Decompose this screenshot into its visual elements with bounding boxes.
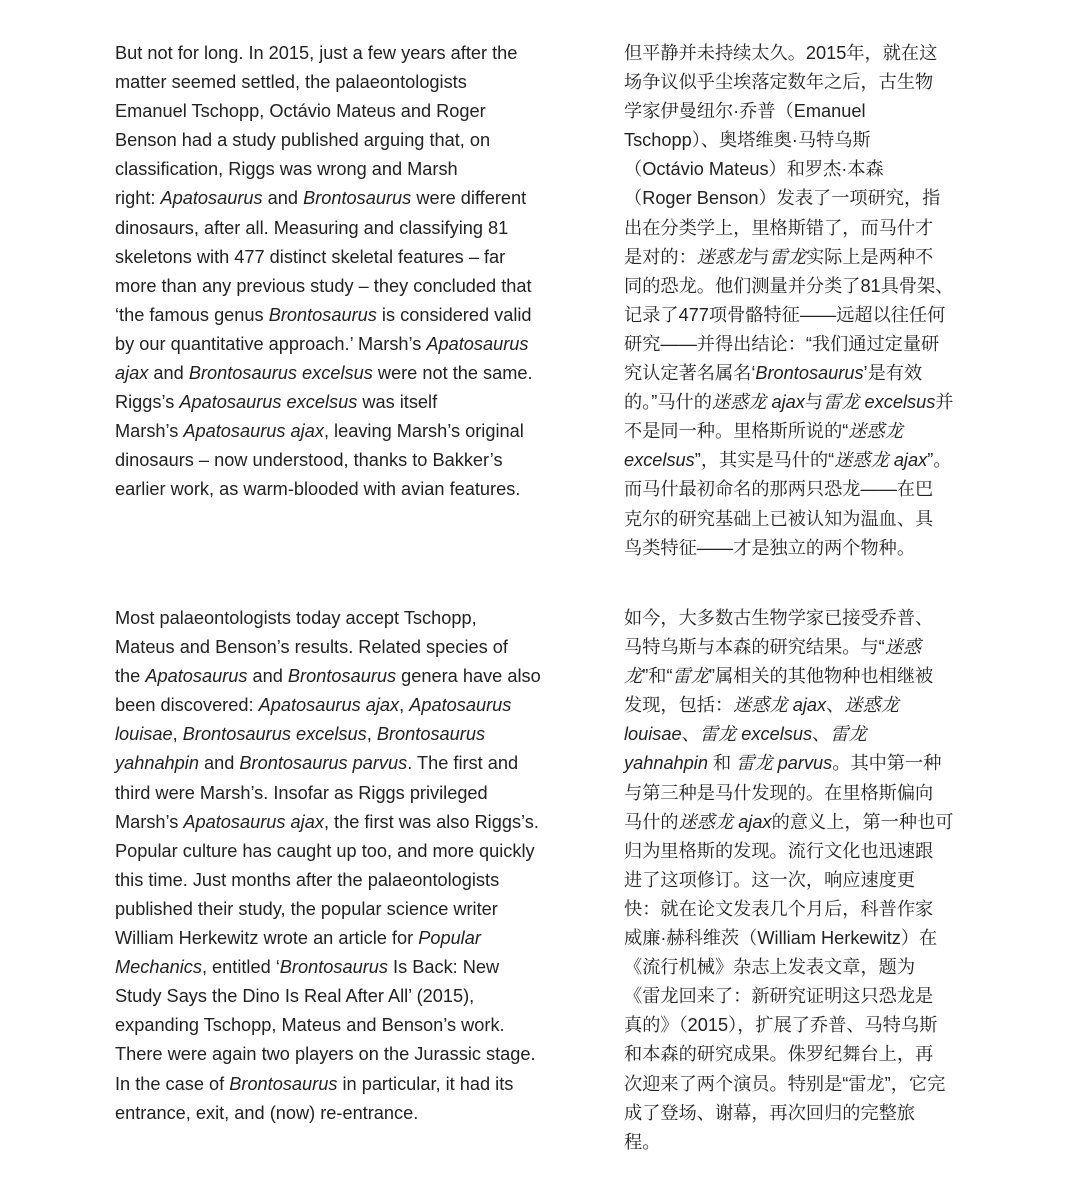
text-run: 是对的：: [624, 246, 697, 267]
italic-text: Brontosaurus excelsus: [182, 724, 367, 745]
text-run: Emanuel Tschopp, Octávio Mateus and Roger: [115, 101, 486, 122]
text-line: [624, 68, 954, 97]
text-line: [624, 1099, 953, 1128]
text-run: 与: [751, 246, 770, 267]
text-line: [115, 633, 541, 662]
text-run: matter seemed settled, the palaeontologists: [115, 72, 467, 93]
italic-text: 迷惑龙 ajax: [678, 811, 772, 832]
text-line: [115, 662, 541, 691]
text-line: [624, 924, 953, 953]
text-line: [115, 808, 541, 837]
text-line: [624, 691, 953, 720]
text-run: 马特乌斯与本森的研究结果。与“: [624, 637, 885, 658]
text-run: ’是有效: [863, 363, 923, 384]
text-run: 《雷龙回来了：新研究证明这只恐龙是: [624, 986, 934, 1007]
italic-text: Brontosaurus: [303, 188, 412, 209]
text-line: [115, 301, 533, 330]
text-line: [624, 272, 954, 301]
italic-text: Apatosaurus: [426, 333, 529, 354]
italic-text: Brontosaurus: [268, 304, 377, 325]
text-line: [115, 924, 541, 953]
text-line: [115, 243, 533, 272]
text-line: [624, 662, 953, 691]
text-line: [115, 749, 541, 778]
text-line: [115, 691, 541, 720]
text-run: and: [148, 363, 189, 384]
text-run: ‘the famous genus: [115, 304, 269, 325]
text-line: [624, 604, 953, 633]
text-line: [115, 126, 533, 155]
text-run: 进了这项修订。这一次，响应速度更: [624, 869, 916, 890]
text-run: 《流行机械》杂志上发表文章，题为: [624, 957, 916, 978]
text-run: There were again two players on the Jurassic stage.: [115, 1044, 536, 1065]
text-run: 与第三种是马什发现的。在里格斯偏向: [624, 782, 934, 803]
text-run: 学家伊曼纽尔·乔普（Emanuel: [624, 101, 866, 122]
text-line: [624, 953, 953, 982]
text-run: third were Marsh’s. Insofar as Riggs privileged: [115, 782, 488, 803]
text-run: Most palaeontologists today accept Tschopp,: [115, 608, 477, 628]
text-line: [624, 39, 954, 68]
italic-text: Apatosaurus: [160, 188, 263, 209]
text-run: （Octávio Mateus）和罗杰·本森: [624, 159, 884, 180]
text-line: [115, 895, 541, 924]
text-run: ,: [366, 724, 377, 745]
text-run: genera have also: [396, 666, 541, 687]
text-run: 场争议似乎尘埃落定数年之后，古生物: [624, 72, 934, 93]
text-run: more than any previous study – they concluded that: [115, 275, 532, 296]
text-run: 马什的: [624, 811, 679, 832]
text-line: [624, 359, 954, 388]
italic-text: louisae: [115, 724, 173, 745]
text-run: Riggs’s: [115, 392, 180, 413]
text-run: 鸟类特征——才是独立的两个物种。: [624, 537, 916, 558]
text-line: [115, 1099, 541, 1128]
text-line: [115, 475, 533, 504]
text-line: [115, 982, 541, 1011]
text-run: ”和“: [642, 666, 673, 687]
text-run: Popular culture has caught up too, and more quickly: [115, 840, 535, 861]
text-run: 的。”马什的: [624, 392, 712, 413]
text-run: 威廉·赫科维茨（William Herkewitz）在: [624, 928, 938, 949]
text-run: 、: [812, 724, 831, 745]
text-line: [624, 779, 953, 808]
italic-text: Apatosaurus ajax: [183, 421, 324, 442]
text-run: , leaving Marsh’s original: [323, 421, 524, 442]
italic-text: Brontosaurus: [376, 724, 486, 745]
text-line: [115, 779, 541, 808]
text-run: 不是同一种。里格斯所说的“: [624, 421, 849, 442]
text-run: were different: [411, 188, 527, 209]
italic-text: Apatosaurus ajax: [258, 695, 400, 716]
text-line: [115, 866, 541, 895]
text-line: [624, 866, 953, 895]
text-line: [115, 214, 533, 243]
italic-text: Apatosaurus: [409, 695, 512, 716]
text-line: [624, 1040, 953, 1069]
text-run: 记录了477项骨骼特征——远超以往任何: [624, 304, 946, 325]
text-run: In the case of: [115, 1073, 230, 1094]
chinese-paragraph-1: [624, 39, 954, 563]
italic-text: 雷龙 excelsus: [823, 392, 936, 413]
text-line: [624, 97, 954, 126]
text-line: [624, 155, 954, 184]
text-line: [624, 1128, 953, 1157]
text-run: ,: [172, 724, 183, 745]
text-line: [624, 301, 954, 330]
text-run: Marsh’s: [115, 421, 184, 442]
text-run: 成了登场、谢幕，再次回归的完整旅: [624, 1102, 916, 1123]
text-line: [115, 97, 533, 126]
text-run: Is Back: New: [387, 957, 500, 978]
text-line: [624, 505, 954, 534]
text-line: [624, 633, 953, 662]
italic-text: Apatosaurus: [145, 666, 248, 687]
italic-text: 雷龙: [672, 666, 709, 687]
italic-text: yahnahpin: [624, 753, 708, 774]
text-line: [115, 68, 533, 97]
text-line: [624, 837, 953, 866]
text-line: [115, 388, 533, 417]
text-run: 发现，包括：: [624, 695, 734, 716]
text-run: 的意义上，第一种也可: [771, 811, 954, 832]
italic-text: ajax: [115, 363, 149, 384]
text-run: by our quantitative approach.’ Marsh’s: [115, 333, 427, 354]
text-line: [115, 359, 533, 388]
italic-text: 雷龙 excelsus: [699, 724, 813, 745]
text-run: entrance, exit, and (now) re-entrance.: [115, 1102, 419, 1123]
italic-text: Apatosaurus ajax: [183, 811, 324, 832]
text-run: ”属相关的其他物种也相继被: [708, 666, 934, 687]
text-run: ”。: [927, 450, 952, 471]
italic-text: 迷惑: [884, 637, 922, 658]
text-run: 实际上是两种不: [805, 246, 934, 267]
text-line: [624, 1011, 953, 1040]
italic-text: 迷惑龙: [844, 695, 899, 716]
text-run: earlier work, as warm-blooded with avian features.: [115, 479, 521, 500]
text-run: 同的恐龙。他们测量并分类了81具骨架、: [624, 275, 954, 296]
italic-text: 迷惑龙: [848, 421, 903, 442]
text-run: 但平静并未持续太久。2015年，就在这: [624, 43, 938, 63]
text-line: [624, 808, 953, 837]
text-line: [624, 126, 954, 155]
text-run: William Herkewitz wrote an article for: [115, 928, 419, 949]
text-line: [624, 749, 953, 778]
text-run: 。其中第一种: [832, 753, 942, 774]
text-line: [115, 1011, 541, 1040]
text-run: 、: [681, 724, 700, 745]
italic-text: 雷龙: [769, 246, 806, 267]
text-run: the: [115, 666, 146, 687]
text-line: [624, 243, 954, 272]
italic-text: Popular: [418, 928, 481, 949]
text-line: [115, 720, 541, 749]
text-line: [624, 895, 953, 924]
text-run: 和: [707, 753, 737, 774]
italic-text: yahnahpin: [115, 753, 199, 774]
text-run: , entitled ‘: [201, 957, 280, 978]
text-line: [115, 39, 533, 68]
italic-text: 龙: [624, 666, 643, 687]
text-run: 出在分类学上，里格斯错了，而马什才: [624, 217, 934, 238]
text-run: , the first was also Riggs’s.: [323, 811, 539, 832]
text-line: [624, 982, 953, 1011]
italic-text: Brontosaurus: [755, 363, 864, 384]
text-run: 并: [935, 392, 954, 413]
text-line: [624, 214, 954, 243]
italic-text: Apatosaurus excelsus: [179, 392, 358, 413]
text-run: this time. Just months after the palaeontologists: [115, 869, 500, 890]
text-run: dinosaurs, after all. Measuring and classifying 81: [115, 217, 509, 238]
italic-text: 迷惑龙 ajax: [834, 450, 928, 471]
text-line: [624, 184, 954, 213]
english-paragraph-1: [115, 39, 533, 505]
text-line: [624, 720, 953, 749]
text-run: Mateus and Benson’s results. Related species of: [115, 637, 508, 658]
text-run: published their study, the popular science writer: [115, 898, 498, 919]
text-run: were not the same.: [372, 363, 533, 384]
text-line: [624, 446, 954, 475]
text-run: 程。: [624, 1131, 661, 1152]
italic-text: excelsus: [624, 450, 695, 471]
text-run: Marsh’s: [115, 811, 184, 832]
text-run: Study Says the Dino Is Real After All’ (2015),: [115, 986, 475, 1007]
text-run: and: [198, 753, 240, 774]
italic-text: 迷惑龙 ajax: [711, 392, 805, 413]
text-run: 而马什最初命名的那两只恐龙——在巴: [624, 479, 934, 500]
text-run: in particular, it had its: [337, 1073, 514, 1094]
text-run: dinosaurs – now understood, thanks to Bakker’s: [115, 450, 503, 471]
text-line: [115, 272, 533, 301]
text-run: 究认定著名属名‘: [624, 363, 756, 384]
text-run: skeletons with 477 distinct skeletal features – far: [115, 246, 506, 267]
italic-text: 迷惑龙 ajax: [733, 695, 827, 716]
text-run: 、: [826, 695, 845, 716]
text-run: ”，其实是马什的“: [694, 450, 835, 471]
chinese-paragraph-2: [624, 604, 953, 1157]
text-run: Benson had a study published arguing that, on: [115, 130, 491, 151]
text-run: （Roger Benson）发表了一项研究，指: [624, 188, 941, 209]
text-run: and: [262, 188, 304, 209]
text-run: 研究——并得出结论：“我们通过定量研: [624, 333, 940, 354]
text-line: [624, 330, 954, 359]
text-line: [115, 155, 533, 184]
text-line: [115, 1040, 541, 1069]
text-run: ,: [399, 695, 410, 716]
text-run: 克尔的研究基础上已被认知为温血、具: [624, 508, 934, 529]
italic-text: 迷惑龙: [696, 246, 752, 267]
text-run: 真的》（2015），扩展了乔普、马特乌斯: [624, 1015, 938, 1036]
text-line: [115, 604, 541, 633]
text-run: 次迎来了两个演员。特别是“雷龙”，它完: [624, 1073, 946, 1094]
text-run: was itself: [357, 392, 438, 413]
text-line: [115, 953, 541, 982]
text-line: [624, 417, 954, 446]
text-run: 和本森的研究成果。侏罗纪舞台上，再: [624, 1044, 934, 1065]
text-line: [624, 534, 954, 563]
text-run: Tschopp）、奥塔维奥·马特乌斯: [624, 130, 871, 151]
text-run: 与: [804, 392, 824, 413]
text-run: right:: [115, 188, 161, 209]
text-line: [115, 446, 533, 475]
italic-text: Brontosaurus parvus: [239, 753, 408, 774]
text-line: [115, 837, 541, 866]
text-run: 如今，大多数古生物学家已接受乔普、: [624, 608, 934, 628]
text-run: been discovered:: [115, 695, 259, 716]
text-run: expanding Tschopp, Mateus and Benson’s work.: [115, 1015, 505, 1036]
text-run: and: [247, 666, 288, 687]
text-line: [115, 417, 533, 446]
text-run: 归为里格斯的发现。流行文化也迅速跟: [624, 840, 934, 861]
text-run: But not for long. In 2015, just a few years after the: [115, 43, 518, 63]
text-run: classification, Riggs was wrong and Marsh: [115, 159, 458, 180]
text-line: [624, 1070, 953, 1099]
italic-text: Brontosaurus: [287, 666, 397, 687]
text-line: [115, 330, 533, 359]
italic-text: Brontosaurus excelsus: [188, 363, 373, 384]
text-run: . The first and: [407, 753, 519, 774]
italic-text: louisae: [624, 724, 682, 745]
text-line: [115, 1070, 541, 1099]
italic-text: 雷龙 parvus: [736, 753, 833, 774]
english-paragraph-2: [115, 604, 541, 1128]
text-run: 快：就在论文发表几个月后，科普作家: [624, 898, 934, 919]
text-line: [115, 184, 533, 213]
text-line: [624, 475, 954, 504]
italic-text: Brontosaurus: [279, 957, 388, 978]
italic-text: Mechanics: [115, 957, 202, 978]
text-line: [624, 388, 954, 417]
italic-text: Brontosaurus: [229, 1073, 338, 1094]
text-run: is considered valid: [376, 304, 532, 325]
italic-text: 雷龙: [830, 724, 867, 745]
